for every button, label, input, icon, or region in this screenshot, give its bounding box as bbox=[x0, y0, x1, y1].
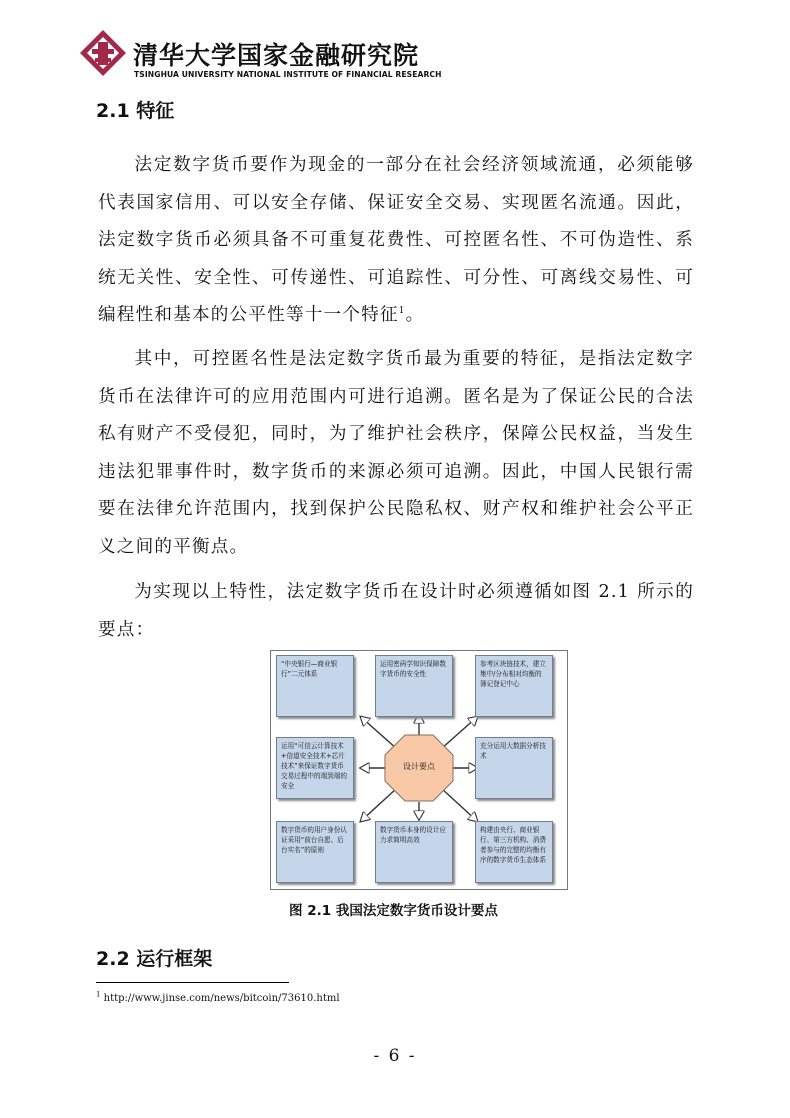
section-heading-framework: 2.2 运行框架 bbox=[96, 948, 213, 970]
figure-caption: 图 2.1 我国法定数字货币设计要点 bbox=[289, 903, 498, 919]
footnote bbox=[96, 990, 340, 1004]
point-big-data: 充分运用大数据分析技术 bbox=[475, 737, 553, 799]
section-heading-features: 2.1 特征 bbox=[96, 100, 175, 122]
arrow-bottom-left bbox=[361, 788, 397, 821]
arrow-bottom-right bbox=[441, 788, 477, 821]
arrow-top-left bbox=[361, 717, 397, 749]
page-number: - 6 - bbox=[373, 1046, 417, 1066]
footnote-divider bbox=[96, 982, 289, 983]
institute-name-cn: 清华大学国家金融研究院 bbox=[133, 41, 420, 70]
arrow-top-right bbox=[441, 717, 477, 749]
point-identity-auth: 数字货币的用户身份认证采用“前台自愿、后台实名”的原则 bbox=[276, 821, 354, 883]
point-two-tier-system: “中央银行—商业银行”二元体系 bbox=[276, 655, 354, 717]
footnote-marker: 1 bbox=[96, 990, 101, 999]
design-points-diagram bbox=[270, 650, 568, 890]
institute-name-en: TSINGHUA UNIVERSITY NATIONAL INSTITUTE OF FINANCIAL RESEARCH bbox=[134, 70, 442, 79]
point-simple-design: 数字货币本身的设计应力求简明高效 bbox=[375, 821, 453, 883]
center-label: 设计要点 bbox=[403, 762, 435, 771]
paragraph-2: 其中，可控匿名性是法定数字货币最为重要的特征，是指法定数字货币在法律许可的应用范围内可进行追溯。匿名是为了保证公民的合法私有财产不受侵犯，同时，为了维护社会秩序，保障公民权益，当发生违法犯罪事件时，数字货币的来源必须可追溯。因此，中国人民银行需要在法律允许范围内，找到保护公民隐私权、财产权和维护社会公平正义之间的平衡点。 bbox=[98, 349, 694, 557]
point-cryptography: 运用密码学知识保障数字货币的安全性 bbox=[375, 655, 453, 717]
point-ecosystem: 构建由央行、商业银行、第三方机构、消费者参与的完整的均衡有序的数字货币生态体系 bbox=[475, 821, 553, 883]
point-end-to-end-security: 运用“可信云计算技术+信道安全技术+芯片技术”来保证数字货币交易过程中的端到端的安全 bbox=[276, 737, 354, 799]
paragraph-1: 法定数字货币要作为现金的一部分在社会经济领域流通，必须能够代表国家信用、可以安全存储、保证安全交易、实现匿名流通。因此，法定数字货币必须具备不可重复花费性、可控匿名性、不可伪造性、系统无关性、安全性、可传递性、可追踪性、可分性、可离线交易性、可编程性和基本的公平性等十一个特征$^1$。 bbox=[98, 155, 694, 325]
footnote-reference[interactable]: 1 bbox=[398, 306, 406, 317]
paragraph-3: 为实现以上特性，法定数字货币在设计时必须遵循如图 2.1 所示的要点： bbox=[98, 582, 694, 640]
institute-logo-icon bbox=[78, 28, 128, 78]
footnote-link[interactable]: http://www.jinse.com/news/bitcoin/73610.html bbox=[100, 993, 340, 1004]
point-blockchain-ledger: 参考区块链技术，建立集中/分布相对均衡的簿记登记中心 bbox=[475, 655, 553, 717]
